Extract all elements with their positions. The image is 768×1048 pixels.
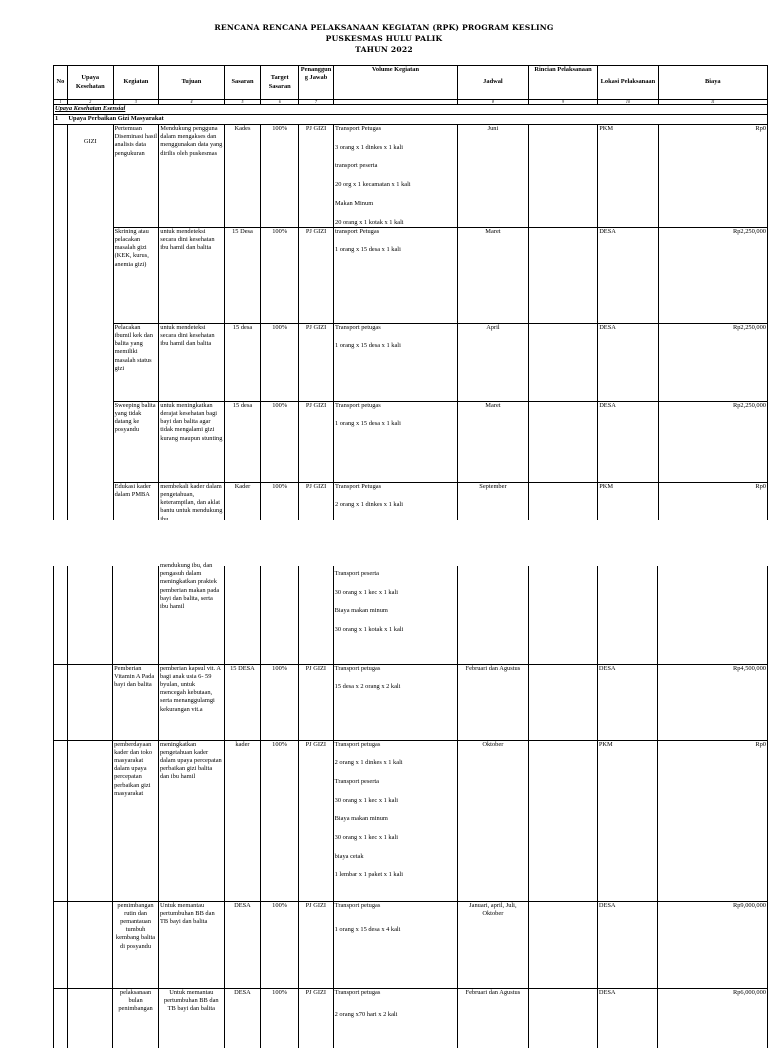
table-row xyxy=(54,901,768,988)
cell-pj: PJ GIZI xyxy=(298,901,333,988)
cell-biaya: Rp0 xyxy=(658,125,767,228)
cell-rincian xyxy=(528,740,597,901)
table-row xyxy=(54,227,768,323)
header-title: RENCANA RENCANA PELAKSANAAN KEGIATAN (RPK) PROGRAM KESLING xyxy=(214,23,554,32)
cell-sasaran: kader xyxy=(224,740,261,901)
cell-volume: Transport Petugas 3 orang x 1 dinkes x 1 kali transport peserta 20 org x 1 kecamatan x 1 kali Makan Minum 20 orang x 1 kotak x 1 kali xyxy=(334,125,458,228)
col-header-biaya: Biaya xyxy=(658,66,767,100)
cell-sasaran: 15 DESA xyxy=(224,664,261,740)
cell-target: 100% xyxy=(261,482,299,542)
cell-target: 100% xyxy=(261,125,299,228)
col-number: 5 xyxy=(224,100,261,105)
cell-tujuan: untuk meningkatkan derajat kesehatan bagi bayi dan balita agar tidak mengalami gizi kurang maupun stunting xyxy=(159,401,224,482)
cell-jadwal: September xyxy=(457,482,528,542)
cell-pj: PJ GIZI xyxy=(299,227,334,323)
cell-sasaran: 15 Desa xyxy=(224,227,261,323)
cell-lokasi: DESA xyxy=(597,664,657,740)
cell-lokasi: PKM xyxy=(598,125,658,228)
cell-rincian xyxy=(528,401,597,482)
col-header-kegiatan: Kegiatan xyxy=(113,66,159,100)
cell-pj: PJ GIZI xyxy=(299,482,334,542)
col-number: 3 xyxy=(113,100,159,105)
cell-tujuan: meningkatkan pengetahuan kader dalam upaya percepatan perbaikan gizi balita dan ibu hamil xyxy=(158,740,224,901)
col-header-lokasi: Lokasi Pelaksanaan xyxy=(598,66,658,100)
col-number: 1 xyxy=(54,100,68,105)
col-header-volume: Volume Kegiatan xyxy=(334,66,458,100)
cell-pj: PJ GIZI xyxy=(299,401,334,482)
cell-tujuan: pemberian kapsul vit. A bagi anak usia 6- 59 byulan, untuk mencegah kebutaan, serta menanggulamgi kekurangan vit.a xyxy=(158,664,224,740)
cell-rincian xyxy=(528,227,597,323)
cell-volume: Transport Petugas 2 orang x 1 dinkes x 1 kali xyxy=(334,482,458,542)
cell-tujuan: untuk mendeteksi secara dini kesehatan ibu hamil dan balita xyxy=(159,323,224,401)
rpk-table-page-2 xyxy=(53,562,768,1048)
cell-rincian xyxy=(528,988,597,1048)
section-number: 1 xyxy=(54,115,68,125)
cell-target: 100% xyxy=(261,901,299,988)
cell-tujuan: Mendukung pengguna dalam mengakses dan menggunakan data yang dirilis oleh puskesmas xyxy=(159,125,224,228)
cell-sasaran: 15 desa xyxy=(224,323,261,401)
cell-jadwal: Maret xyxy=(457,227,528,323)
cell-volume: Transport petugas 2 orang x70 hari x 2 kali xyxy=(333,988,457,1048)
cell-kegiatan: pelaksanaan bulan penimbangan xyxy=(113,988,159,1048)
cell-target: 100% xyxy=(261,227,299,323)
cell-jadwal: Maret xyxy=(457,401,528,482)
cell-tujuan: untuk mendeteksi secara dini kesehatan ibu hamil dan balita xyxy=(159,227,224,323)
cell-target: 100% xyxy=(261,664,299,740)
col-header-sasaran: Sasaran xyxy=(224,66,261,100)
section-title-gizi: Upaya Perbaikan Gizi Masyarakat xyxy=(67,115,767,125)
cell-biaya: Rp0 xyxy=(658,482,767,542)
cell-biaya: Rp2,250,000 xyxy=(658,401,767,482)
cell-kegiatan: Sweeping balita yang tidak datang ke posyandu xyxy=(113,401,159,482)
document-header xyxy=(0,22,768,55)
cell-rincian xyxy=(528,901,597,988)
cell-jadwal: Februari dan Agustus xyxy=(457,664,528,740)
cell-kegiatan: pemberdayaan kader dan toko masyarakat dalam upaya percepatan perbaikan gizi masyarakat xyxy=(113,740,159,901)
cell-target: 100% xyxy=(261,740,299,901)
cell-target: 100% xyxy=(261,323,299,401)
cell-target: 100% xyxy=(261,401,299,482)
section-row xyxy=(54,115,768,125)
col-header-pj: Penanggun g Jawab xyxy=(299,66,334,100)
cell-volume: transport Petugas 1 orang x 15 desa x 1 kali xyxy=(334,227,458,323)
header-year: TAHUN 2022 xyxy=(355,45,413,54)
section-title-esensial: Upaya Kesehatan Esensial xyxy=(54,105,768,115)
cell-lokasi: PKM xyxy=(598,482,658,542)
cell-kegiatan: Pelacakan ibumil kek dan balita yang memiliki masalah status gizi xyxy=(113,323,159,401)
col-number: 11 xyxy=(658,100,767,105)
cell-pj: PJ GIZI xyxy=(298,988,333,1048)
cell-rincian xyxy=(528,125,597,228)
table-row xyxy=(54,401,768,482)
cell-pj: PJ GIZI xyxy=(298,664,333,740)
cell-lokasi: DESA xyxy=(598,227,658,323)
col-number: 7 xyxy=(299,100,334,105)
page-gap xyxy=(0,520,768,566)
col-header-no: No xyxy=(54,66,68,100)
cell-volume: Transport petugas 1 orang x 15 desa x 4 kali xyxy=(333,901,457,988)
col-number: 2 xyxy=(67,100,113,105)
table-row xyxy=(54,125,768,228)
cell-tujuan: Untuk memantau pertumbuhan BB dan TB bayi dan balita xyxy=(158,988,224,1048)
table-row xyxy=(54,664,768,740)
table-header-row xyxy=(54,66,768,100)
cell-biaya: Rp2,250,000 xyxy=(658,323,767,401)
cell-sasaran: Kades xyxy=(224,125,261,228)
cell-lokasi: DESA xyxy=(598,401,658,482)
cell-pj: PJ GIZI xyxy=(298,740,333,901)
rpk-table-page-1 xyxy=(53,65,768,542)
cell-jadwal: Januari, april, Juli, Oktober xyxy=(457,901,528,988)
col-header-target: Target Sasaran xyxy=(261,66,299,100)
table-row xyxy=(54,323,768,401)
table-row xyxy=(54,740,768,901)
cell-tujuan: membekali kader dalam pengetahuan, keterampilan, dan aklat bantu untuk mendukung xyxy=(159,482,224,542)
cell-lokasi: DESA xyxy=(598,323,658,401)
cell-volume: Transport petugas 15 desa x 2 orang x 2 kali xyxy=(333,664,457,740)
table-row xyxy=(54,988,768,1048)
cell-jadwal: April xyxy=(457,323,528,401)
cell-pj: PJ GIZI xyxy=(299,323,334,401)
cell-lokasi: DESA xyxy=(597,901,657,988)
cell-kegiatan: Pemberian Vitamin A Pada bayi dan balita xyxy=(113,664,159,740)
col-number: 8 xyxy=(457,100,528,105)
section-row xyxy=(54,105,768,115)
cell-volume: Transport peserta 30 orang x 1 kec x 1 kali Biaya makan minum 30 orang x 1 kotak x 1 kali xyxy=(333,566,457,664)
cell-kegiatan: Edukasi kader dalam PMBA xyxy=(113,482,159,542)
cell-jadwal: Juni xyxy=(457,125,528,228)
cell-kegiatan: Pertemuan Diseminasi hasil analisis data pengukuran xyxy=(113,125,159,228)
cell-biaya: Rp6,000,000 xyxy=(658,988,768,1048)
cell-biaya: Rp2,250,000 xyxy=(658,227,767,323)
cell-sasaran: DESA xyxy=(224,988,261,1048)
col-number: 9 xyxy=(528,100,597,105)
col-number: 10 xyxy=(598,100,658,105)
cell-biaya: Rp0 xyxy=(658,740,768,901)
cell-volume: Transport petugas 1 orang x 15 desa x 1 kali xyxy=(334,401,458,482)
cell-kegiatan: Skrining atau pelacakan masalah gizi (KEK, kurus, anemia gizi) xyxy=(113,227,159,323)
cell-volume: Transport petugas 1 orang x 15 desa x 1 kali xyxy=(334,323,458,401)
cell-lokasi: DESA xyxy=(597,988,657,1048)
upaya-label: GIZI xyxy=(67,125,113,543)
header-subtitle: PUSKESMAS HULU PALIK xyxy=(325,34,443,43)
cell-sasaran: Kader xyxy=(224,482,261,542)
cell-rincian xyxy=(528,323,597,401)
col-header-upaya: Upaya Kesehatan xyxy=(67,66,113,100)
col-header-jadwal: Jadwal xyxy=(457,66,528,100)
cell-jadwal: Februari dan Agustus xyxy=(457,988,528,1048)
cell-kegiatan: pemimbangan rutin dan pemantauan tumbuh kembang balita di posyandu xyxy=(113,901,159,988)
cell-biaya: Rp4,500,000 xyxy=(658,664,768,740)
col-number: 4 xyxy=(159,100,224,105)
document-page-2 xyxy=(0,562,768,1024)
table-row-continued xyxy=(54,566,768,664)
document-page-1 xyxy=(0,0,768,520)
col-number: 6 xyxy=(261,100,299,105)
col-header-tujuan: Tujuan xyxy=(159,66,224,100)
cell-lokasi: PKM xyxy=(597,740,657,901)
cell-tujuan: Untuk memantau pertumbuhan BB dan TB bayi dan balita xyxy=(158,901,224,988)
col-header-rincian: Rincian Pelaksanaan xyxy=(528,66,597,100)
cell-sasaran: 15 desa xyxy=(224,401,261,482)
cell-pj: PJ GIZI xyxy=(299,125,334,228)
cell-volume: Transport petugas 2 orang x 1 dinkes x 1 kali Transport peserta 30 orang x 1 kec x 1 kali Biaya makan minum 30 orang x 1 kec x 1 kali biaya cetak 1 lembar x 1 paket x 1 kali xyxy=(333,740,457,901)
cell-sasaran: DESA xyxy=(224,901,261,988)
cell-biaya: Rp9,000,000 xyxy=(658,901,768,988)
cell-tujuan: mendukung ibu, dan pengasuh dalam meningkatkan praktek pemberian makan pada bayi dan balita, serta ibu hamil xyxy=(158,566,224,664)
cell-rincian xyxy=(528,664,597,740)
cell-target: 100% xyxy=(261,988,299,1048)
cell-jadwal: Oktober xyxy=(457,740,528,901)
